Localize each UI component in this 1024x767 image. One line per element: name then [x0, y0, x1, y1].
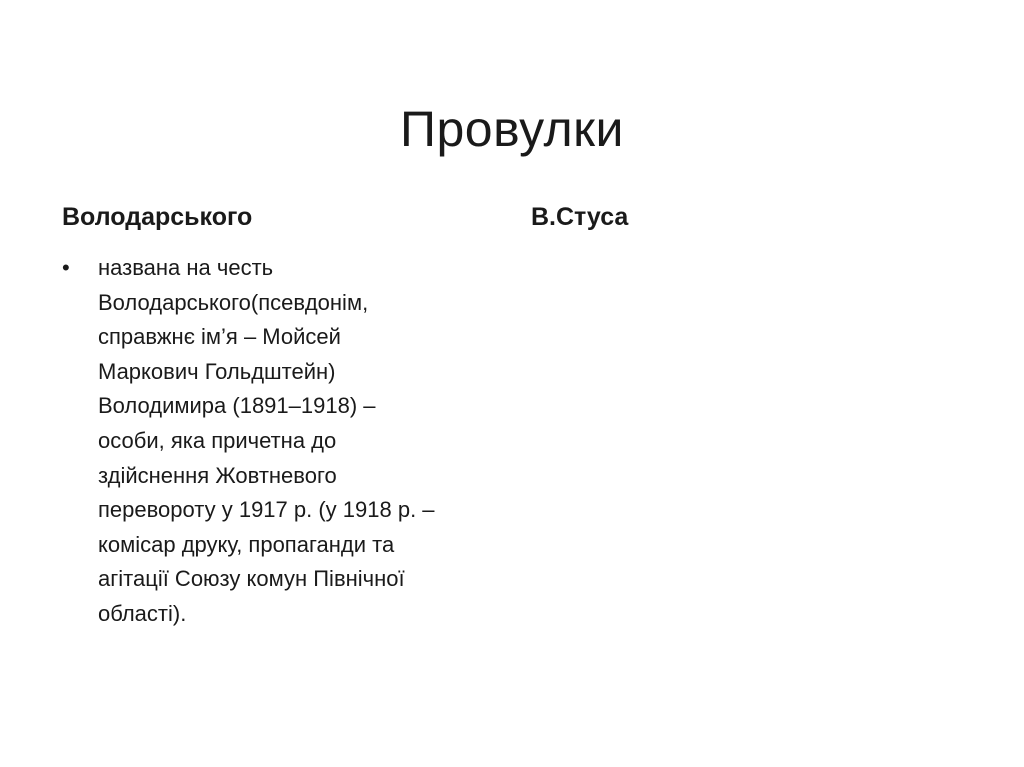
- left-column-heading: Володарського: [62, 203, 253, 231]
- right-column-heading: В.Стуса: [531, 203, 629, 231]
- bullet-marker: •: [62, 255, 70, 280]
- left-column-bullet-list: [62, 251, 512, 632]
- bullet-item: [62, 251, 512, 632]
- bullet-text: названа на честь Володарського(псевдонім, справжнє ім’я – Мойсей Маркович Гольдштейн) Володимира (1891–1918) – особи, яка причетна до здійснення Жовтневого перевороту у 1917 р. (у 1918 р. – комісар друку, пропаганди та агітації Союзу комун Північної області).: [98, 255, 435, 626]
- slide-title: Провулки: [400, 100, 624, 157]
